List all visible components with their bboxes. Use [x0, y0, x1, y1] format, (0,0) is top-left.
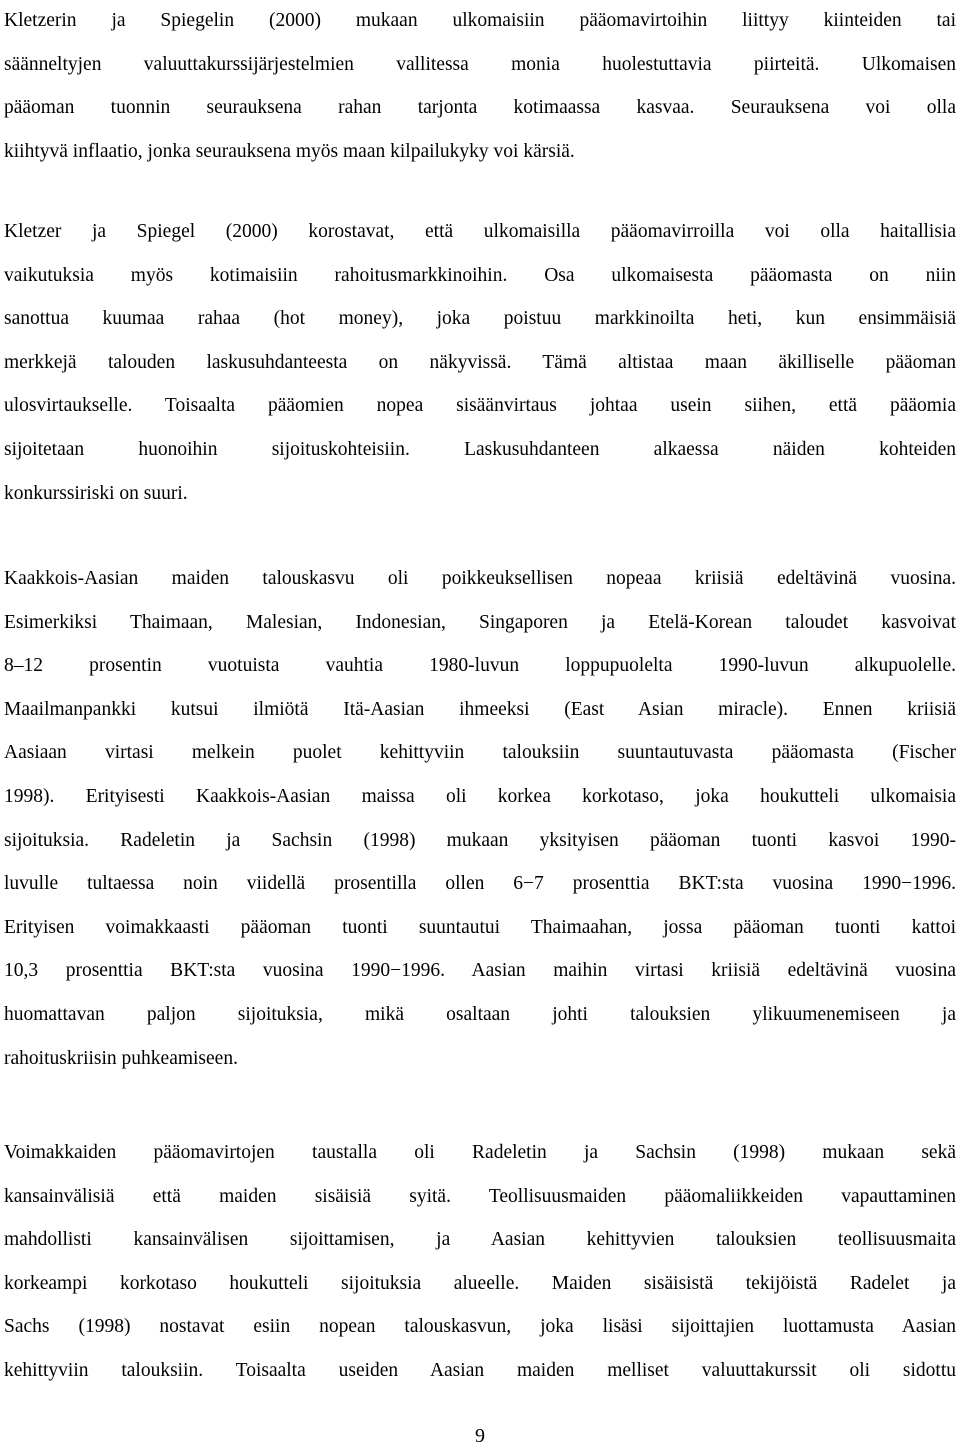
- text-line: säänneltyjen valuuttakurssijärjestelmien vallitessa monia huolestuttavia piirteitä. Ulkomaisen: [4, 53, 956, 75]
- text-line: Voimakkaiden pääomavirtojen taustalla oli Radeletin ja Sachsin (1998) mukaan sekä: [4, 1142, 956, 1163]
- text-line: konkurssiriski on suuri.: [4, 482, 188, 504]
- text-line: merkkejä talouden laskusuhdanteesta on näkyvissä. Tämä altistaa maan äkilliselle pääoman: [4, 351, 956, 373]
- text-line: mahdollisti kansainvälisen sijoittamisen, ja Aasian kehittyvien talouksien teollisuusmaita: [4, 1229, 956, 1251]
- text-line: luvulle tultaessa noin viidellä prosentilla ollen 6−7 prosenttia BKT:sta vuosina 1990−1996.: [4, 873, 956, 895]
- text-line: Maailmanpankki kutsui ilmiötä Itä-Aasian ihmeeksi (East Asian miracle). Ennen kriisiä: [4, 698, 956, 720]
- text-line: rahoituskriisin puhkeamiseen.: [4, 1047, 238, 1069]
- text-line: korkeampi korkotaso houkutteli sijoituksia alueelle. Maiden sisäisistä tekijöistä Radelet ja: [4, 1272, 956, 1294]
- text-line: Esimerkiksi Thaimaan, Malesian, Indonesian, Singaporen ja Etelä-Korean taloudet kasvoivat: [4, 611, 956, 633]
- text-line: kansainvälisiä että maiden sisäisiä syitä. Teollisuusmaiden pääomaliikkeiden vapauttaminen: [4, 1185, 956, 1207]
- text-line: vaikutuksia myös kotimaisiin rahoitusmarkkinoihin. Osa ulkomaisesta pääomasta on niin: [4, 264, 956, 286]
- text-line: sijoitetaan huonoihin sijoituskohteisiin. Laskusuhdanteen alkaessa näiden kohteiden: [4, 438, 956, 460]
- text-line: huomattavan paljon sijoituksia, mikä osaltaan johti talouksien ylikuumenemiseen ja: [4, 1003, 956, 1025]
- text-line: kiihtyvä inflaatio, jonka seurauksena myös maan kilpailukyky voi kärsiä.: [4, 140, 575, 162]
- text-line: Kaakkois-Aasian maiden talouskasvu oli poikkeuksellisen nopeaa kriisiä edeltävinä vuosina.: [4, 568, 956, 589]
- text-line: pääoman tuonnin seurauksena rahan tarjonta kotimaassa kasvaa. Seurauksena voi olla: [4, 97, 956, 119]
- text-line: Kletzer ja Spiegel (2000) korostavat, että ulkomaisilla pääomavirroilla voi olla haitallisia: [4, 221, 956, 242]
- paragraph-2: [4, 210, 956, 515]
- text-line: sijoituksia. Radeletin ja Sachsin (1998) mukaan yksityisen pääoman tuonti kasvoi 1990-: [4, 829, 956, 851]
- text-line: Sachs (1998) nostavat esiin nopean talouskasvun, joka lisäsi sijoittajien luottamusta Aasian: [4, 1316, 956, 1338]
- text-line: Aasiaan virtasi melkein puolet kehittyviin talouksiin suuntautuvasta pääomasta (Fischer: [4, 742, 956, 764]
- text-line: 1998). Erityisesti Kaakkois-Aasian maissa oli korkea korkotaso, joka houkutteli ulkomaisia: [4, 785, 956, 807]
- text-line: kehittyviin talouksiin. Toisaalta useiden Aasian maiden melliset valuuttakurssit oli sidottu: [4, 1359, 956, 1381]
- paragraph-4: [4, 1131, 956, 1393]
- text-line: Erityisen voimakkaasti pääoman tuonti suuntautui Thaimaahan, jossa pääoman tuonti kattoi: [4, 916, 956, 938]
- text-line: sanottua kuumaa rahaa (hot money), joka poistuu markkinoilta heti, kun ensimmäisiä: [4, 308, 956, 330]
- paragraph-3: [4, 557, 956, 1080]
- text-line: 10,3 prosenttia BKT:sta vuosina 1990−1996. Aasian maihin virtasi kriisiä edeltävinä vuosina: [4, 960, 956, 982]
- paragraph-1: [4, 0, 956, 173]
- text-line: Kletzerin ja Spiegelin (2000) mukaan ulkomaisiin pääomavirtoihin liittyy kiinteiden tai: [4, 10, 956, 31]
- text-line: 8–12 prosentin vuotuista vauhtia 1980-luvun loppupuolelta 1990-luvun alkupuolelle.: [4, 655, 956, 677]
- page-number: 9: [475, 1425, 485, 1447]
- text-line: ulosvirtaukselle. Toisaalta pääomien nopea sisäänvirtaus johtaa usein siihen, että pääomia: [4, 395, 956, 417]
